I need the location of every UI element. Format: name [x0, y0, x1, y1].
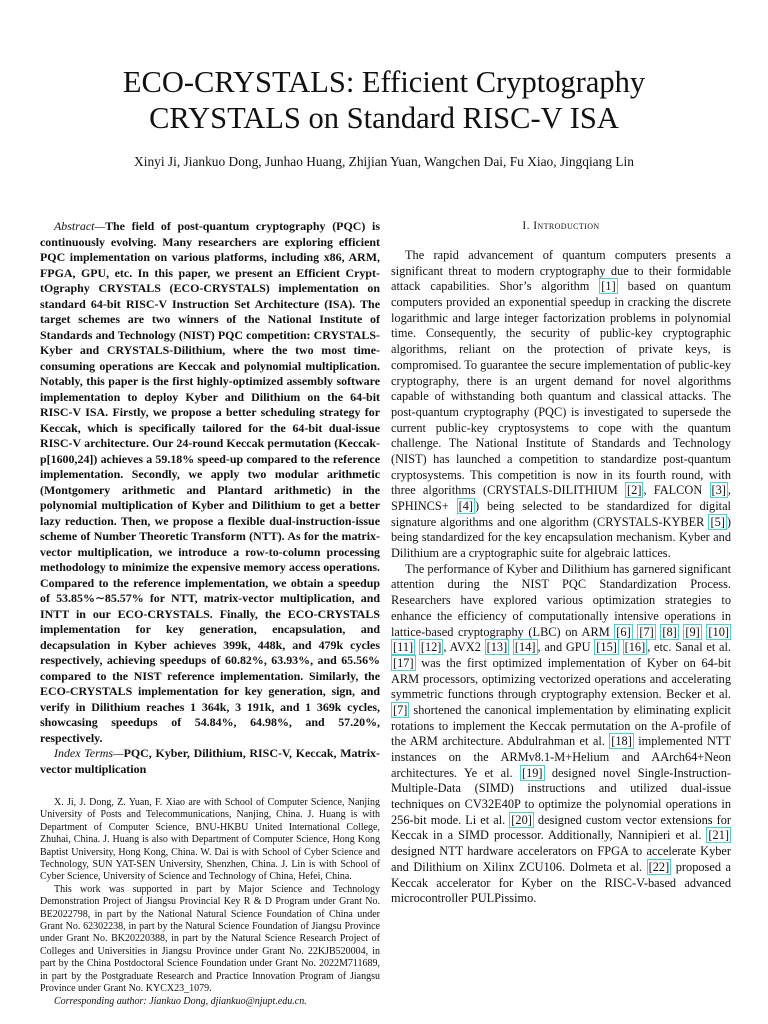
citation-link[interactable]: [4] [458, 499, 474, 513]
text-run: , AVX2 [443, 640, 485, 655]
text-run: , SPHINCS+ [391, 483, 731, 513]
text-run: , and GPU [537, 640, 595, 655]
citation-link[interactable]: [19] [521, 765, 543, 780]
citation-link[interactable]: [10] [708, 624, 729, 639]
right-column [391, 219, 731, 907]
citation-link[interactable]: [21] [708, 828, 729, 843]
author-list: Xinyi Ji, Jiankuo Dong, Junhao Huang, Zhijian Yuan, Wangchen Dai, Fu Xiao, Jingqiang Lin [134, 154, 634, 169]
citation-link[interactable]: [5] [710, 514, 725, 529]
text-run: based on quantum computers provided an exponential speedup in cracking the discrete logarithmic and large integer factorization problems in polynomial time. Consequently, the security of public-key cryptographic algorithms, reliant on the protection of private keys, is compromised. To guarantee the secure implementation of public-key cryptography, there is an urgent demand for novel algorithms capable of withstanding both quantum and classical attacks. The post-quantum cryptography (PQC) is investigated to supersede the current public-key cryptosystems to cope with the quantum challenge. The National Institute of Standards and Technology (NIST) has launched a competition to standardize post-quantum cryptosystems. This competition is now in its fourth round, with three algorithms (CRYSTALS-DILITHIUM [391, 279, 731, 498]
citation-link[interactable]: [6] [616, 624, 631, 639]
citation-link[interactable]: [16] [624, 640, 646, 655]
text-run: was the first optimized implementation of Kyber on 64-bit ARM processors, optimizing vectorized operations and accelerating symmetric functions through cryptography extension. Becker et al. [391, 655, 731, 702]
citation-link[interactable]: [7] [639, 624, 654, 639]
abstract-block [40, 219, 380, 777]
citation-link[interactable]: [8] [662, 624, 677, 639]
footnotes [40, 797, 380, 1008]
text-run: ) being selected to be standardized for digital signature algorithms and one algorithm (CRYSTALS-KYBER [391, 499, 731, 529]
abstract-label: Abstract— [54, 219, 106, 233]
citation-link[interactable]: [11] [393, 640, 414, 655]
citation-link[interactable]: [17] [393, 655, 414, 670]
text-run: implemented NTT instances on the ARMv8.1-M+Helium and AArch64+Neon architectures. Ye et al. [391, 734, 732, 780]
citation-link[interactable]: [1] [601, 279, 616, 294]
citation-link[interactable]: [2] [627, 483, 642, 498]
citation-link[interactable]: [22] [648, 859, 670, 874]
abstract-paragraph [40, 219, 380, 746]
text-run: The performance of Kyber and Dilithium has garnered significant attention during the NIST PQC Standardization Process. Researchers have explored various optimization strategies to enhance the efficiency of computationally intensive operations in lattice-based cryptography (LBC) on ARM [391, 561, 731, 639]
text-run: designed novel Single-Instruction-Multiple-Data (SIMD) instructions and utilized dual-issue techniques on CV32E40P to optimize the polynomial operations in 256-bit mode. Li et al. [391, 765, 731, 827]
index-terms-text: PQC, Kyber, Dilithium, RISC-V, Keccak, Matrix-vector multiplication [40, 746, 380, 776]
text-run: proposed a Keccak accelerator for Kyber on the RISC-V-based advanced microcontroller PULPissimo. [391, 859, 732, 906]
paper-title [40, 64, 728, 136]
citation-link[interactable]: [14] [514, 640, 536, 655]
introduction-body [391, 248, 731, 907]
index-terms [40, 746, 380, 777]
section-title: Introduction [533, 220, 600, 232]
text-run: ) being standardized for the key encapsulation mechanism. Kyber and Dilithium are a cryptographic suite for algebraic lattices. [391, 514, 731, 561]
citation-link[interactable]: [13] [486, 640, 508, 655]
text-run: , etc. Sanal et al. [647, 640, 731, 655]
affiliation-note: X. Ji, J. Dong, Z. Yuan, F. Xiao are with School of Computer Science, Nanjing University of Posts and Telecommunications, Nanjing, China. J. Huang is with Department of Computer Science, BNU-HKBU United International College, Zhuhai, China. J. Huang is also with Department of Computer Science, Hong Kong Baptist University, Hong Kong, China. W. Dai is with School of Cyber Science and Technology, SUN YAT-SEN University, Shenzhen, China. J. Lin is with School of Cyber Science, University of Science and Technology of China, Hefei, China. [40, 797, 380, 883]
text-run: shortened the canonical implementation by eliminating explicit rotations to implement the Keccak permutation on the A-profile of the ARM architecture. Abdulrahman et al. [391, 702, 731, 749]
funding-note: This work was supported in part by Major Science and Technology Demonstration Project of Jiangsu Provincial Key R & D Program under Grant No. BE2022798, in part by the National Natural Science Foundation of China under Grant No. 62302238, in part by the Natural Science Foundation of Jiangsu Province under Grant No. BK20220388, in part by the Natural Science Research Project of Colleges and Universities in Jiangsu Province under Grant No. 22KJB520004, in part by the China Postdoctoral Science Foundation under Grant No. 2022M711689, in part by the Postgraduate Research and Practice Innovation Program of Jiangsu Province under Grant No. KYCX23_1079. [40, 883, 380, 995]
citation-link[interactable]: [20] [511, 812, 532, 827]
text-run: designed NTT hardware accelerators on FPGA to accelerate Kyber and Dilithium on Xilinx ZCU106. Dolmeta et al. [391, 844, 731, 874]
corresponding-author-note: Corresponding author: Jiankuo Dong, djiankuo@njupt.edu.cn. [54, 995, 307, 1007]
citation-link[interactable]: [7] [393, 702, 408, 717]
citation-link[interactable]: [9] [685, 624, 700, 639]
text-run: , FALCON [643, 483, 710, 498]
citation-link[interactable]: [15] [596, 640, 617, 655]
section-heading-introduction [391, 219, 731, 234]
title-line-1: ECO-CRYSTALS: Efficient Cryptography [122, 65, 646, 99]
abstract-text: The field of post-quantum cryptography (PQC) is continuously evolving. Many researchers are exploring efficient PQC implementation on various platforms, including x86, ARM, FPGA, GPU, etc. In this paper, we present an Efficient Crypt-tOgraphy CRYSTALS (ECO-CRYSTALS) implementation on standard 64-bit RISC-V Instruction Set Architecture (ISA). The target schemes are two winners of the National Institute of Standards and Technology (NIST) PQC competition: CRYSTALS-Kyber and CRYSTALS-Dilithium, where the two most time-consuming operations are Keccak and polynomial multiplication. Notably, this paper is the first highly-optimized assembly software implementation to deploy Kyber and Dilithium on the 64-bit RISC-V ISA. Firstly, we propose a better scheduling strategy for Keccak, which is specifically tailored for the 64-bit dual-issue RISC-V architecture. Our 24-round Keccak permutation (Keccak-p[1600,24]) achieves a 59.18% speed-up compared to the reference implementation. Secondly, we apply two modular arithmetic (Montgomery arithmetic and Plantard arithmetic) in the polynomial multiplication of Kyber and Dilithium to get a better lazy reduction. Then, we propose a flexible dual-instruction-issue scheme of Number Theoretic Transform (NTT). As for the matrix-vector multiplication, we introduce a row-to-column processing methodology to minimize the expensive memory access operations. Compared to the reference implementation, we obtain a speedup of 53.85%∼85.57% for NTT, matrix-vector multiplication, and INTT in our ECO-CRYSTALS. Finally, the ECO-CRYSTALS implementation for key generation, encapsulation, and decapsulation in Kyber achieves 399k, 448k, and 479k cycles respectively, achieving speedups of 60.82%, 63.93%, and 65.56% compared to the NIST reference implementation. Similarly, the ECO-CRYSTALS implementation for key generation, sign, and verify in Dilithium reaches 1 364k, 3 191k, and 1 369k cycles, showcasing speedups of 54.84%, 64.98%, and 57.20%, respectively. [40, 219, 380, 745]
left-column [40, 219, 380, 1008]
text-run: designed custom vector extensions for Keccak in a SIMD processor. Additionally, Nannipieri et al. [391, 812, 732, 843]
text-run: The rapid advancement of quantum computers presents a significant threat to modern cryptography due to their formidable attack capabilities. Shor’s algorithm [391, 248, 731, 294]
title-line-2: CRYSTALS on Standard RISC-V ISA [149, 101, 619, 135]
intro-paragraph-2 [391, 562, 731, 907]
intro-paragraph-1 [391, 248, 731, 562]
citation-link[interactable]: [18] [611, 734, 632, 749]
citation-link[interactable]: [3] [711, 483, 726, 498]
index-terms-label: Index Terms— [54, 746, 124, 760]
citation-link[interactable]: [12] [420, 640, 442, 655]
section-number: I. [522, 220, 534, 232]
